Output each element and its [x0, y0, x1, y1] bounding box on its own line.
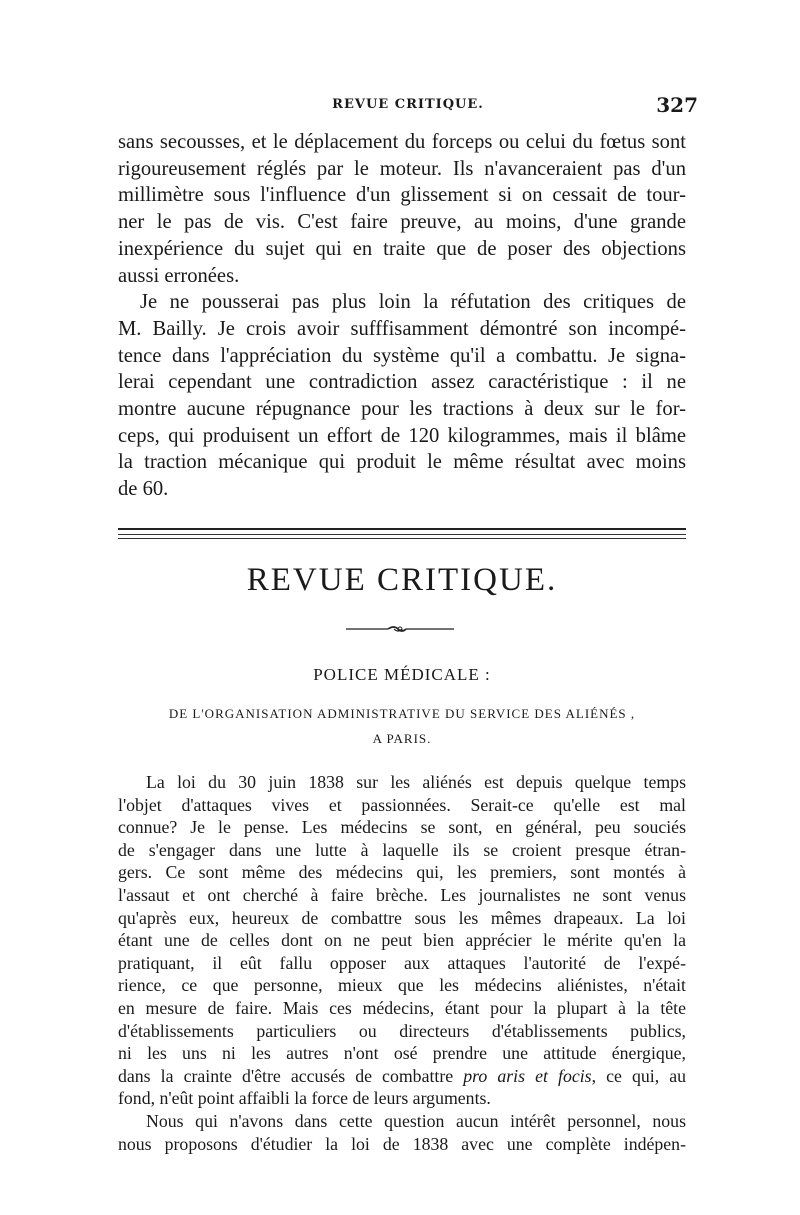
text-line: ner le pas de vis. C'est faire preuve, au moins, d'une grande	[118, 211, 686, 234]
text-line: de s'engager dans une lutte à laquelle ils se croient presque étran-	[118, 839, 686, 860]
text-line: l'assaut et ont cherché à faire brèche. Les journalistes ne sont venus	[118, 884, 686, 905]
section-divider	[118, 538, 686, 539]
text-line: ceps, qui produisent un effort de 120 kilogrammes, mais il blâme	[118, 424, 686, 447]
text-span: dans la crainte d'être accusés de combattre	[118, 1065, 454, 1086]
section-divider	[118, 528, 686, 530]
text-line: connue? Je le pense. Les médecins se sont, en général, peu souciés	[118, 817, 686, 838]
text-line: Nous qui n'avons dans cette question aucun intérêt personnel, nous	[146, 1110, 686, 1131]
text-line: gers. Ce sont même des médecins qui, les premiers, sont montés à	[118, 862, 686, 883]
running-title: REVUE CRITIQUE.	[332, 97, 484, 112]
text-line: en mesure de faire. Mais ces médecins, étant pour la plupart à la tête	[118, 997, 686, 1018]
text-line: la traction mécanique qui produit le même résultat avec moins	[118, 451, 686, 474]
text-line: sans secousses, et le déplacement du forceps ou celui du fœtus sont	[118, 131, 686, 153]
text-line: d'établissements particuliers ou directeurs d'établissements publics,	[118, 1020, 686, 1041]
text-line: M. Bailly. Je crois avoir sufffisamment démontré son incompé-	[118, 317, 686, 340]
continuation-paragraph	[118, 129, 686, 503]
text-line: La loi du 30 juin 1838 sur les aliénés est depuis quelque temps	[146, 772, 686, 792]
text-line: millimètre sous l'influence d'un glissement si on cessait de tour-	[118, 184, 686, 207]
text-line: inexpérience du sujet qui en traite que de poser des objections	[118, 237, 686, 260]
text-line: aussi erronées.	[118, 264, 240, 287]
section-divider	[118, 534, 686, 535]
text-line: Je ne pousserai pas plus loin la réfutation des critiques de	[140, 291, 686, 314]
subject-line: DE L'ORGANISATION ADMINISTRATIVE DU SERVICE DES ALIÉNÉS ,	[168, 706, 636, 721]
text-line: montre aucune répugnance pour les tractions à deux sur le for-	[118, 398, 686, 421]
text-line: nous proposons d'étudier la loi de 1838 avec une complète indépen-	[118, 1133, 686, 1154]
latin-phrase: pro aris et focis	[463, 1065, 592, 1086]
text-line: fond, n'eût point affaibli la force de leurs arguments.	[118, 1088, 491, 1109]
text-line: de 60.	[118, 478, 169, 501]
text-span: , ce qui, au	[591, 1065, 686, 1086]
page-number: 327	[656, 93, 698, 117]
text-line: ni les uns ni les autres n'ont osé prendre une attitude énergique,	[118, 1043, 686, 1064]
text-line: tence dans l'appréciation du système qu'il a combattu. Je signa-	[118, 344, 686, 367]
text-line: pratiquant, il eût fallu opposer aux attaques l'autorité de l'expé-	[118, 952, 686, 973]
body-paragraph	[118, 771, 686, 1155]
text-line: qu'après eux, heureux de combattre sous les mêmes drapeaux. La loi	[118, 907, 686, 928]
text-line	[118, 1065, 686, 1088]
text-line: rience, ce que personne, mieux que les médecins aliénistes, n'était	[118, 975, 686, 996]
ornament-flourish-icon	[344, 624, 456, 634]
text-line: étant une de celles dont on ne peut bien apprécier le mérite qu'en la	[118, 930, 686, 951]
subject-line: A PARIS.	[372, 731, 432, 746]
section-title: REVUE CRITIQUE.	[246, 562, 558, 598]
section-subtitle: POLICE MÉDICALE :	[313, 665, 491, 684]
text-line: l'objet d'attaques vives et passionnées. Serait-ce qu'elle est mal	[118, 794, 686, 815]
running-head	[118, 93, 698, 119]
text-line: lerai cependant une contradiction assez caractéristique : il ne	[118, 371, 686, 394]
text-line: rigoureusement réglés par le moteur. Ils n'avanceraient pas d'un	[118, 157, 686, 180]
